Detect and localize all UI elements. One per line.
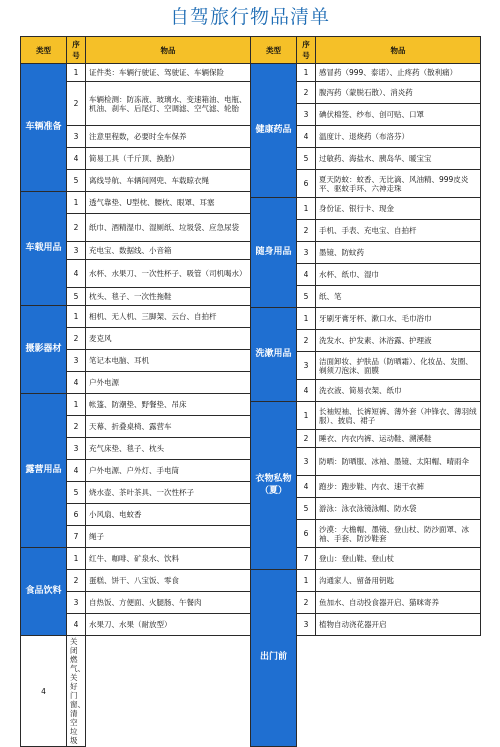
- row-number: 2: [297, 592, 316, 614]
- row-number: 5: [67, 170, 86, 192]
- header-no-right: 序号: [297, 37, 316, 64]
- row-number: 5: [297, 498, 316, 520]
- checklist-item: 水杯、水果刀、一次性杯子、吸管（司机喝水）: [86, 260, 251, 288]
- checklist-item: 水杯、纸巾、湿巾: [316, 264, 481, 286]
- checklist-item: 充气床垫、毯子、枕头: [86, 438, 251, 460]
- checklist-item: 离线导航、车辆间网兜、车载晾衣绳: [86, 170, 251, 192]
- checklist-item: 枕头、毯子、一次性拖鞋: [86, 288, 251, 306]
- page-title: 自驾旅行物品清单: [169, 6, 330, 28]
- row-number: 1: [297, 308, 316, 330]
- row-number: 4: [67, 460, 86, 482]
- right-category-2: 洗漱用品: [251, 308, 297, 402]
- checklist-item: 温度计、退烧药（布洛芬）: [316, 126, 481, 148]
- checklist-item: 身份证、银行卡、现金: [316, 198, 481, 220]
- row-number: 4: [297, 126, 316, 148]
- checklist-item: 帐篷、防潮垫、野餐垫、吊床: [86, 394, 251, 416]
- row-number: 2: [67, 416, 86, 438]
- header-items-left: 物品: [86, 37, 251, 64]
- checklist-item: 麦克风: [86, 328, 251, 350]
- row-number: 1: [297, 402, 316, 430]
- row-number: 3: [67, 242, 86, 260]
- row-number: 2: [297, 220, 316, 242]
- row-number: 1: [67, 306, 86, 328]
- checklist-item: 登山：登山鞋、登山杖: [316, 548, 481, 570]
- left-category-2: 摄影器材: [21, 306, 67, 394]
- checklist-item: 笔记本电脑、耳机: [86, 350, 251, 372]
- checklist-table: [20, 36, 481, 747]
- left-category-3: 露营用品: [21, 394, 67, 548]
- table-row: [21, 570, 481, 592]
- checklist-item: 纸、笔: [316, 286, 481, 308]
- checklist-item: 相机、无人机、三脚架、云台、自拍杆: [86, 306, 251, 328]
- left-category-4: 食品饮料: [21, 548, 67, 636]
- row-number: 4: [297, 380, 316, 402]
- row-number: 2: [67, 82, 86, 126]
- checklist-item: 小风扇、电蚊香: [86, 504, 251, 526]
- left-category-0: 车辆准备: [21, 64, 67, 192]
- row-number: 2: [67, 214, 86, 242]
- checklist-item: 牙刷牙膏牙杯、漱口水、毛巾浴巾: [316, 308, 481, 330]
- checklist-item: 关闭燃气、关好门窗、清空垃圾: [67, 636, 86, 747]
- row-number: 5: [67, 288, 86, 306]
- checklist-item: 防晒：防晒服、冰袖、墨镜、太阳帽、晴雨伞: [316, 448, 481, 476]
- checklist-item: 睡衣、内衣内裤、运动鞋、溯溪鞋: [316, 430, 481, 448]
- right-category-1: 随身用品: [251, 198, 297, 308]
- checklist-item: 植物自动浇花器开启: [316, 614, 481, 636]
- checklist-item: 红牛、咖啡、矿泉水、饮料: [86, 548, 251, 570]
- row-number: 4: [297, 476, 316, 498]
- row-number: 3: [297, 352, 316, 380]
- header-type-left: 类型: [21, 37, 67, 64]
- checklist-item: 水果刀、水果（耐放型）: [86, 614, 251, 636]
- row-number: 6: [297, 520, 316, 548]
- row-number: 1: [297, 570, 316, 592]
- checklist-item: 鱼加水、自动投食器开启、猫咪寄养: [316, 592, 481, 614]
- checklist-item: 长袖短袖、长裤短裤、薄外套（冲锋衣、薄羽绒服）、披肩、裙子: [316, 402, 481, 430]
- row-number: 7: [67, 526, 86, 548]
- row-number: 4: [67, 148, 86, 170]
- row-number: 4: [297, 264, 316, 286]
- row-number: 6: [67, 504, 86, 526]
- checklist-item: 户外电源: [86, 372, 251, 394]
- row-number: 6: [297, 170, 316, 198]
- row-number: 3: [297, 242, 316, 264]
- row-number: 1: [297, 198, 316, 220]
- checklist-item: 洗衣液、简易衣架、纸巾: [316, 380, 481, 402]
- checklist-item: 游泳：泳衣泳镜泳帽、防水袋: [316, 498, 481, 520]
- checklist-item: 绳子: [86, 526, 251, 548]
- checklist-item: 注意里程数，必要时全车保养: [86, 126, 251, 148]
- table-header-row: [21, 37, 481, 64]
- row-number: 3: [67, 350, 86, 372]
- checklist-item: 墨镜、防蚊药: [316, 242, 481, 264]
- table-row: [21, 64, 481, 82]
- checklist-item: 证件类：车辆行驶证、驾驶证、车辆保险: [86, 64, 251, 82]
- checklist-item: 沙漠：大檐帽、墨镜、登山杖、防沙面罩、冰袖、手套、防沙鞋套: [316, 520, 481, 548]
- row-number: 5: [297, 286, 316, 308]
- right-category-3: 衣物私物（夏）: [251, 402, 297, 570]
- row-number: 4: [67, 260, 86, 288]
- right-category-4: 出门前: [251, 570, 297, 747]
- row-number: 3: [67, 592, 86, 614]
- row-number: 2: [67, 328, 86, 350]
- row-number: 2: [297, 430, 316, 448]
- checklist-item: 夏天防蚊：蚊香、无比滴、风油精、999皮炎平、驱蚊手环、六神走珠: [316, 170, 481, 198]
- checklist-item: 感冒药（999、泰诺）、止疼药（散利痛）: [316, 64, 481, 82]
- right-category-0: 健康药品: [251, 64, 297, 198]
- checklist-item: 简易工具（千斤顶、换胎）: [86, 148, 251, 170]
- checklist-item: 手机、手表、充电宝、自拍杆: [316, 220, 481, 242]
- row-number: 2: [67, 570, 86, 592]
- checklist-item: 碘伏棉签、纱布、创可贴、口罩: [316, 104, 481, 126]
- checklist-item: 纸巾、酒精湿巾、湿厕纸、垃圾袋、应急尿袋: [86, 214, 251, 242]
- row-number: 5: [297, 148, 316, 170]
- row-number: 4: [67, 614, 86, 636]
- row-number: 3: [67, 438, 86, 460]
- left-category-1: 车载用品: [21, 192, 67, 306]
- checklist-item: 烧水壶、茶叶茶具、一次性杯子: [86, 482, 251, 504]
- header-items-right: 物品: [316, 37, 481, 64]
- checklist-item: 充电宝、数据线、小音箱: [86, 242, 251, 260]
- checklist-item: 洗发水、护发素、沐浴露、护理液: [316, 330, 481, 352]
- header-type-right: 类型: [251, 37, 297, 64]
- checklist-item: 腹泻药（蒙脱石散）、消炎药: [316, 82, 481, 104]
- checklist-item: 跑步：跑步鞋、内衣、速干衣裤: [316, 476, 481, 498]
- checklist-item: 沟通家人、留备用钥匙: [316, 570, 481, 592]
- checklist-item: 天幕、折叠桌椅、露营车: [86, 416, 251, 438]
- row-number: 1: [67, 64, 86, 82]
- row-number: 3: [297, 104, 316, 126]
- checklist-item: 户外电源、户外灯、手电筒: [86, 460, 251, 482]
- checklist-item: 蛋糕、饼干、八宝饭、零食: [86, 570, 251, 592]
- checklist-item: 透气靠垫、U型枕、腰枕、眼罩、耳塞: [86, 192, 251, 214]
- checklist-item: 过敏药、海盐水、胰岛华、暖宝宝: [316, 148, 481, 170]
- row-number: 4: [67, 372, 86, 394]
- row-number: 5: [67, 482, 86, 504]
- checklist-item: 车辆检测：防冻液、玻璃水、变速箱油、电瓶、机油、刹车、后尾灯、空调滤、空气滤、轮胎: [86, 82, 251, 126]
- checklist-item: 洁面卸妆、护肤品（防晒霜）、化妆品、发圈、剃须刀泡沫、面膜: [316, 352, 481, 380]
- checklist-item: 自热饭、方便面、火腿肠、午餐肉: [86, 592, 251, 614]
- row-number: 3: [297, 448, 316, 476]
- row-number: 7: [297, 548, 316, 570]
- row-number: 3: [297, 614, 316, 636]
- row-number: 1: [67, 394, 86, 416]
- row-number: 1: [297, 64, 316, 82]
- row-number: 2: [297, 82, 316, 104]
- row-number: 2: [297, 330, 316, 352]
- row-number: 1: [67, 192, 86, 214]
- row-number: 3: [67, 126, 86, 148]
- row-number: 1: [67, 548, 86, 570]
- header-no-left: 序号: [67, 37, 86, 64]
- row-number: 4: [21, 636, 67, 747]
